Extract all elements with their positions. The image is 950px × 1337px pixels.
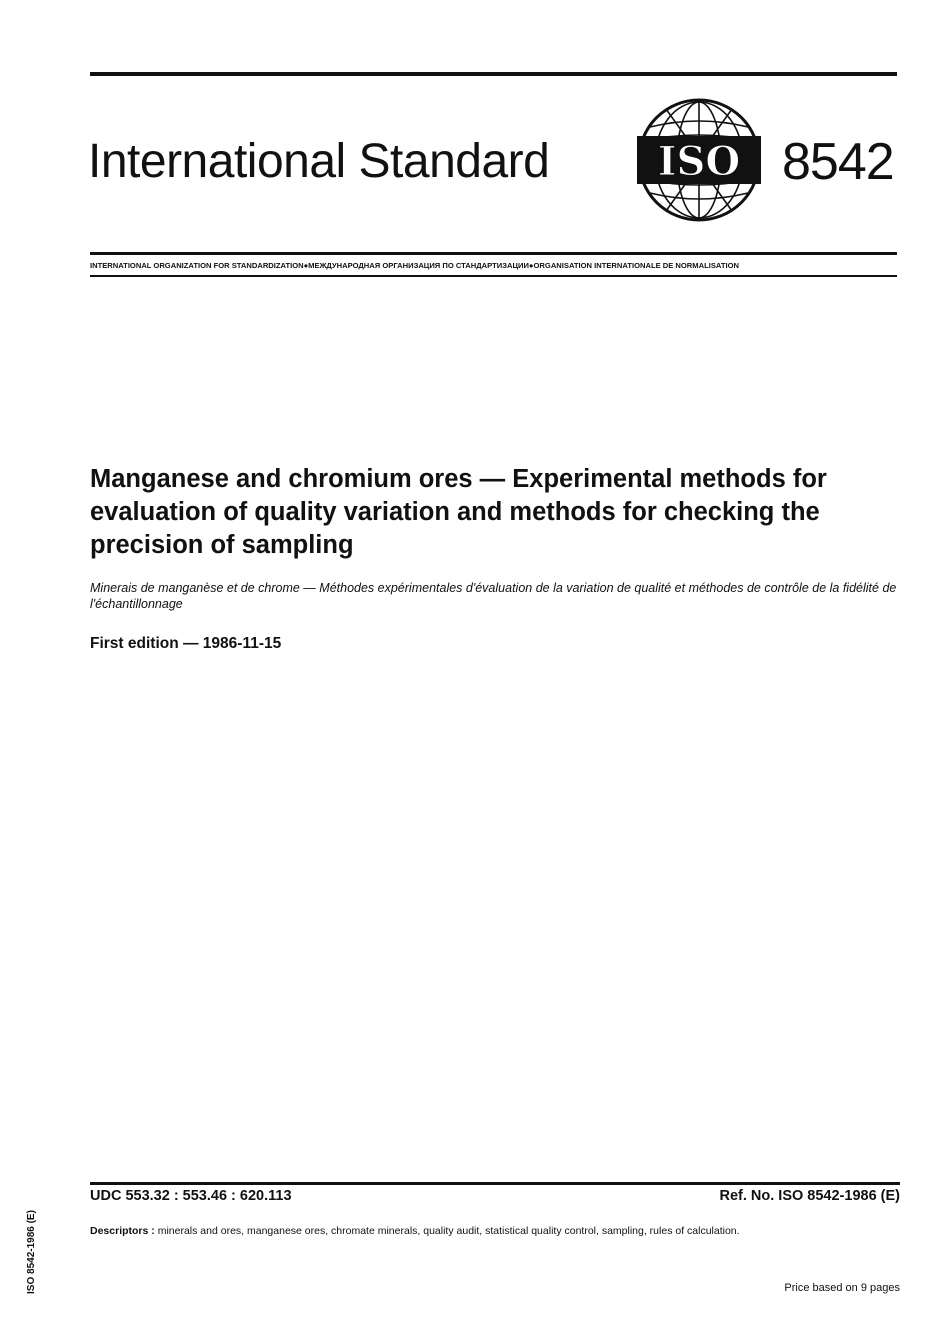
descriptors	[90, 1225, 905, 1237]
top-rule	[90, 72, 897, 76]
price-note: Price based on 9 pages	[784, 1282, 900, 1294]
org-rule-top	[90, 252, 897, 255]
edition-line: First edition — 1986-11-15	[90, 635, 282, 652]
descriptors-label: Descriptors :	[90, 1225, 155, 1237]
document-title-french: Minerais de manganèse et de chrome — Méthodes expérimentales d'évaluation de la variation de qualité et méthodes de contrôle de la fidélité de l'échantillonnage	[90, 581, 897, 611]
side-reference: ISO 8542-1986 (E)	[26, 1210, 37, 1294]
descriptors-text: minerals and ores, manganese ores, chromate minerals, quality audit, statistical quality control, sampling, rules of calculation.	[157, 1225, 740, 1237]
reference-number: Ref. No. ISO 8542-1986 (E)	[719, 1188, 900, 1204]
document-title: Manganese and chromium ores — Experimental methods for evaluation of quality variation and methods for checking the precision of sampling	[90, 465, 827, 559]
iso-logo	[636, 97, 762, 223]
org-rule-bottom	[90, 275, 897, 277]
udc-code: UDC 553.32 : 553.46 : 620.113	[90, 1188, 292, 1204]
iso-logo-text: ISO	[657, 138, 741, 185]
organization-names: INTERNATIONAL ORGANIZATION FOR STANDARDIZATION●МЕЖДУНАРОДНАЯ ОРГАНИЗАЦИЯ ПО СТАНДАРТИЗАЦИИ●ORGANISATION INTERNATIONALE DE NORMALISATION	[90, 261, 739, 270]
footer-rule	[90, 1182, 900, 1185]
standard-number: 8542	[782, 133, 894, 191]
header-title: International Standard	[88, 135, 550, 188]
